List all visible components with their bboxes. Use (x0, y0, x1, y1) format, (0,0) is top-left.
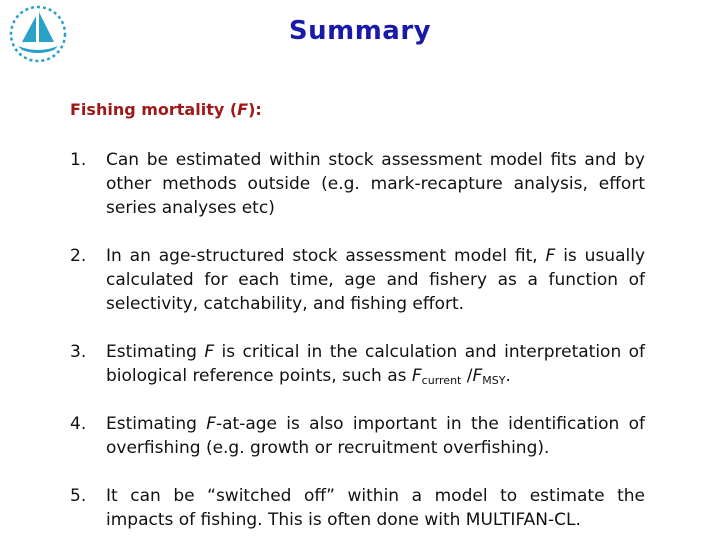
item-text: In an age-structured stock assessment model fit, F is usually calculated for each time, age and fishery as a function of selectivity, catchability, and fishing effort. (106, 246, 645, 314)
item-text: Estimating F is critical in the calculation and interpretation of biological reference points, such as $F_{current}$ $/F_{MSY}$. (106, 342, 646, 387)
list-item (70, 340, 645, 412)
item-number: 4. (70, 414, 87, 434)
item-number: 1. (70, 150, 87, 170)
list-item (70, 244, 645, 340)
list-item (70, 148, 645, 244)
item-number: 2. (70, 246, 87, 266)
item-text: Can be estimated within stock assessment model fits and by other methods outside (e.g. mark-recapture analysis, effort series analyses etc) (106, 150, 645, 218)
item-number: 5. (70, 486, 87, 506)
slide-title: Summary (288, 16, 432, 46)
item-number: 3. (70, 342, 87, 362)
item-text: It can be “switched off” within a model to estimate the impacts of fishing. This is often done with MULTIFAN-CL. (106, 486, 645, 530)
section-heading: Fishing mortality (F): (70, 100, 262, 119)
item-text: Estimating F-at-age is also important in the identification of overfishing (e.g. growth or recruitment overfishing). (106, 414, 645, 458)
summary-list (70, 148, 645, 544)
list-item (70, 484, 645, 544)
list-item (70, 412, 645, 484)
